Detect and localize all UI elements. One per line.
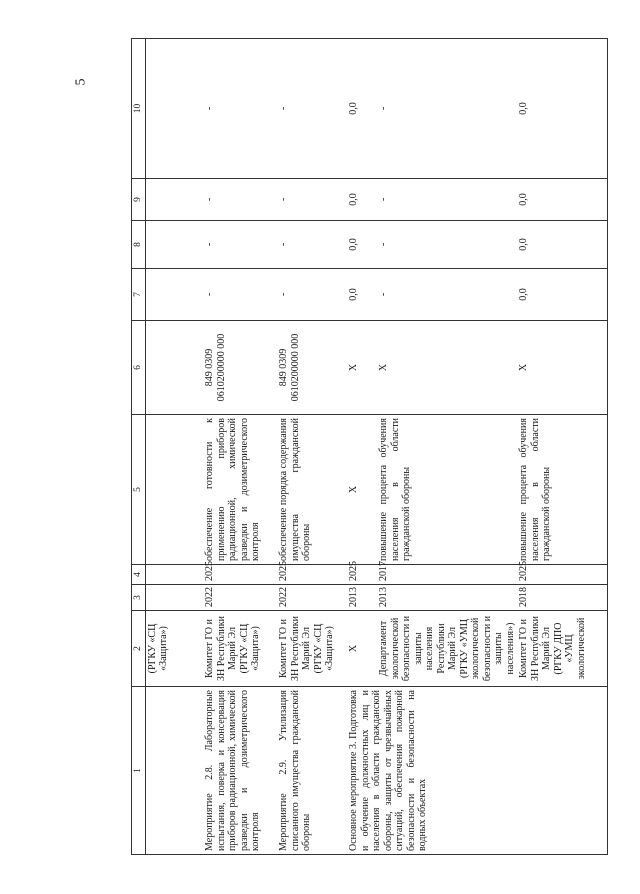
cell-executor: X — [347, 611, 377, 687]
cell-value — [145, 269, 203, 321]
cell-value: - — [203, 39, 277, 179]
cell-value: - — [377, 221, 517, 269]
cell-value: - — [277, 39, 347, 179]
cell-start: 2022 — [277, 585, 347, 611]
cell-value: - — [277, 269, 347, 321]
cell-end: 2017 — [377, 565, 517, 585]
cell-executor: Комитет ГО и ЗН Республики Марий Эл (РГКУ «СЦ «Защита») — [203, 611, 277, 687]
col-header: 9 — [132, 179, 146, 221]
program-table — [131, 38, 608, 855]
table-row — [347, 39, 377, 855]
cell-code — [145, 321, 203, 415]
cell-value: - — [277, 179, 347, 221]
cell-executor: Департамент экологической безопасности и защиты населения Республики Марий Эл (РГКУ «УМЦ экологической безопасности и защиты населения») — [377, 611, 517, 687]
col-header: 10 — [132, 39, 146, 179]
cell-value: - — [377, 39, 517, 179]
cell-code: X — [347, 321, 377, 415]
col-header: 4 — [132, 565, 146, 585]
cell-measure — [517, 687, 607, 855]
cell-result: повышение процента обучения населения в области гражданской обороны — [517, 415, 607, 565]
cell-end: 2025 — [203, 565, 277, 585]
cell-result — [145, 415, 203, 565]
cell-value — [145, 179, 203, 221]
cell-start: 2013 — [347, 585, 377, 611]
cell-end: 2025 — [347, 565, 377, 585]
cell-value: 0,0 — [347, 179, 377, 221]
cell-start: 2013 — [377, 585, 517, 611]
cell-value: - — [203, 269, 277, 321]
cell-value: 0,0 — [347, 269, 377, 321]
cell-code: X — [517, 321, 607, 415]
cell-result: повышение процента обучения населения в области гражданской обороны — [377, 415, 517, 565]
col-header: 5 — [132, 415, 146, 565]
table-row — [145, 39, 203, 855]
cell-result: обеспечение готовности к применению приборов радиационной, химической разведки и дозиметрического контроля — [203, 415, 277, 565]
rotated-table-wrapper — [131, 39, 617, 855]
table-row — [277, 39, 347, 855]
cell-value: 0,0 — [517, 269, 607, 321]
cell-result: X — [347, 415, 377, 565]
cell-value: - — [277, 221, 347, 269]
cell-end: 2025 — [517, 565, 607, 585]
col-header: 2 — [132, 611, 146, 687]
cell-code: X — [377, 321, 517, 415]
col-header: 6 — [132, 321, 146, 415]
cell-measure: Мероприятие 2.9. Утилизация списанного имущества гражданской обороны — [277, 687, 347, 855]
col-header: 1 — [132, 687, 146, 855]
col-header: 8 — [132, 221, 146, 269]
cell-result: обеспечение порядка содержания имущества гражданской обороны — [277, 415, 347, 565]
cell-value: - — [377, 269, 517, 321]
cell-value — [145, 221, 203, 269]
cell-measure: Основное мероприятие 3. Подготовка и обучение должностных лиц и населения в области гражданской обороны, защиты от чрезвычайных ситуаций, обеспечения пожарной безопасности и безопасности на водных объектах — [347, 687, 517, 855]
cell-executor: Комитет ГО и ЗН Республики Марий Эл (РГКУ ДПО «УМЦ экологической — [517, 611, 607, 687]
cell-end: 2025 — [277, 565, 347, 585]
cell-value: 0,0 — [517, 39, 607, 179]
table-row — [203, 39, 277, 855]
cell-end — [145, 565, 203, 585]
cell-code: 849 0309 0610200000 000 — [277, 321, 347, 415]
cell-value: 0,0 — [517, 179, 607, 221]
cell-value: 0,0 — [517, 221, 607, 269]
cell-code: 849 0309 0610200000 000 — [203, 321, 277, 415]
header-row — [132, 39, 146, 855]
cell-start — [145, 585, 203, 611]
page-number: 5 — [73, 78, 89, 86]
cell-executor: Комитет ГО и ЗН Республики Марий Эл (РГКУ «СЦ «Защита») — [277, 611, 347, 687]
cell-value — [145, 39, 203, 179]
cell-value: - — [203, 179, 277, 221]
col-header: 7 — [132, 269, 146, 321]
cell-value: - — [203, 221, 277, 269]
cell-start: 2022 — [203, 585, 277, 611]
cell-value: - — [377, 179, 517, 221]
table-row — [517, 39, 607, 855]
cell-executor: (РГКУ «СЦ «Защита») — [145, 611, 203, 687]
cell-start: 2018 — [517, 585, 607, 611]
cell-value: 0,0 — [347, 221, 377, 269]
cell-measure: Мероприятие 2.8. Лабораторные испытания, поверка и консервация приборов радиационной, химической разведки и дозиметрического контроля — [203, 687, 277, 855]
cell-measure — [145, 687, 203, 855]
cell-value: 0,0 — [347, 39, 377, 179]
col-header: 3 — [132, 585, 146, 611]
